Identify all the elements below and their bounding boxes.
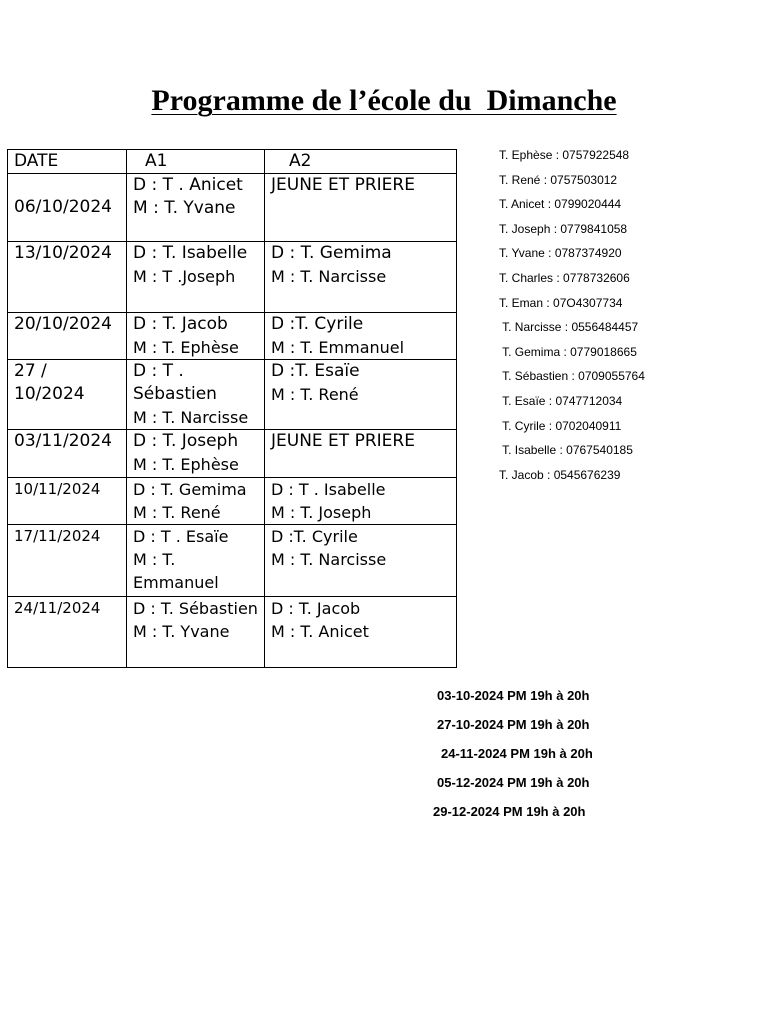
a1-director: D : T. Isabelle [133, 243, 248, 263]
table-row [8, 597, 457, 668]
contact-item: T. Yvane : 0787374920 [499, 246, 622, 261]
header-date: DATE [8, 150, 127, 174]
meeting-item: 03-10-2024 PM 19h à 20h [437, 688, 590, 703]
row-date: 06/10/2024 [8, 174, 127, 242]
contact-item: T. Joseph : 0779841058 [499, 221, 628, 236]
meeting-item: 05-12-2024 PM 19h à 20h [437, 775, 590, 790]
a1-monitor: M : T. Ephèse [133, 338, 239, 357]
row-date: 24/11/2024 [8, 597, 127, 668]
a1-director: D : T. Joseph [133, 431, 239, 451]
row-date: 10/11/2024 [8, 478, 127, 525]
row-a2 [265, 525, 457, 597]
a1-monitor: M : T. Yvane [133, 622, 230, 641]
row-date: 20/10/2024 [8, 313, 127, 360]
header-a2: A2 [265, 150, 457, 174]
contact-item: T. Cyrile : 0702040911 [499, 418, 622, 433]
table-row [8, 478, 457, 525]
row-a1 [127, 525, 265, 597]
row-a2 [265, 597, 457, 668]
row-a2 [265, 430, 457, 478]
row-a2 [265, 174, 457, 242]
a1-monitor: M : T. Ephèse [133, 455, 239, 474]
a1-director: D : T. Jacob [133, 314, 228, 334]
contact-item: T. Anicet : 0799020444 [499, 197, 622, 212]
a2-monitor: M : T. Narcisse [271, 550, 387, 569]
row-a2 [265, 313, 457, 360]
header-a1: A1 [127, 150, 265, 174]
table-header-row [8, 150, 457, 174]
row-a1 [127, 430, 265, 478]
contact-item: T. Esaïe : 0747712034 [499, 393, 623, 408]
row-a1 [127, 313, 265, 360]
a2-monitor: M : T. Anicet [271, 622, 369, 641]
a1-monitor: M : T. René [133, 503, 221, 522]
a1-monitor: M : T .Joseph [133, 267, 236, 286]
contact-item: T. Narcisse : 0556484457 [499, 320, 639, 335]
row-date: 17/11/2024 [8, 525, 127, 597]
a2-director: D : T. Gemima [271, 243, 392, 263]
row-date: 03/11/2024 [8, 430, 127, 478]
table-row [8, 430, 457, 478]
meeting-item: 24-11-2024 PM 19h à 20h [441, 746, 593, 761]
a2-monitor: M : T. Joseph [271, 503, 372, 522]
row-a1 [127, 174, 265, 242]
meeting-item: 27-10-2024 PM 19h à 20h [437, 717, 590, 732]
a1-monitor: M : T. Emmanuel [133, 550, 219, 592]
a2-director: JEUNE ET PRIERE [271, 431, 415, 451]
a1-director: D : T. Gemima [133, 480, 247, 499]
a2-director: D :T. Cyrile [271, 527, 358, 546]
contact-item: T. Charles : 0778732606 [499, 270, 630, 285]
a1-monitor: M : T. Narcisse [133, 408, 249, 427]
row-a1 [127, 242, 265, 313]
page-title: Programme de l’école du Dimanche [151, 84, 617, 117]
a1-monitor: M : T. Yvane [133, 198, 236, 218]
row-date: 27 / 10/2024 [8, 360, 127, 430]
contact-item: T. Gemima : 0779018665 [499, 344, 637, 359]
table-row [8, 525, 457, 597]
a2-director: D :T. Esaïe [271, 361, 360, 381]
table-row [8, 174, 457, 242]
row-a2 [265, 360, 457, 430]
row-a1 [127, 597, 265, 668]
contact-item: T. Eman : 07O4307734 [499, 295, 623, 310]
row-a2 [265, 478, 457, 525]
a2-monitor: M : T. Narcisse [271, 267, 387, 286]
contact-item: T. Ephèse : 0757922548 [499, 148, 630, 162]
a2-director: D : T . Isabelle [271, 480, 386, 499]
schedule-table [7, 149, 457, 668]
row-date: 13/10/2024 [8, 242, 127, 313]
row-a1 [127, 360, 265, 430]
contact-item: T. Jacob : 0545676239 [499, 467, 621, 482]
meeting-item: 29-12-2024 PM 19h à 20h [433, 804, 586, 819]
table-row [8, 242, 457, 313]
a1-director: D : T . Esaïe [133, 527, 229, 546]
table-row [8, 313, 457, 360]
a2-director: JEUNE ET PRIERE [271, 175, 415, 195]
contact-item: T. Sébastien : 0709055764 [499, 369, 645, 384]
a2-monitor: M : T. René [271, 385, 359, 404]
row-a2 [265, 242, 457, 313]
a2-monitor: M : T. Emmanuel [271, 338, 405, 357]
row-a1 [127, 478, 265, 525]
a1-director: D : T. Sébastien [133, 599, 258, 618]
contact-item: T. Isabelle : 0767540185 [499, 443, 633, 458]
a2-director: D : T. Jacob [271, 599, 361, 618]
contact-list [499, 146, 645, 490]
table-row [8, 360, 457, 430]
contact-item: T. René : 0757503012 [499, 172, 618, 187]
a1-director: D : T . Sébastien [133, 361, 217, 404]
a1-director: D : T . Anicet [133, 175, 243, 195]
a2-director: D :T. Cyrile [271, 314, 364, 334]
